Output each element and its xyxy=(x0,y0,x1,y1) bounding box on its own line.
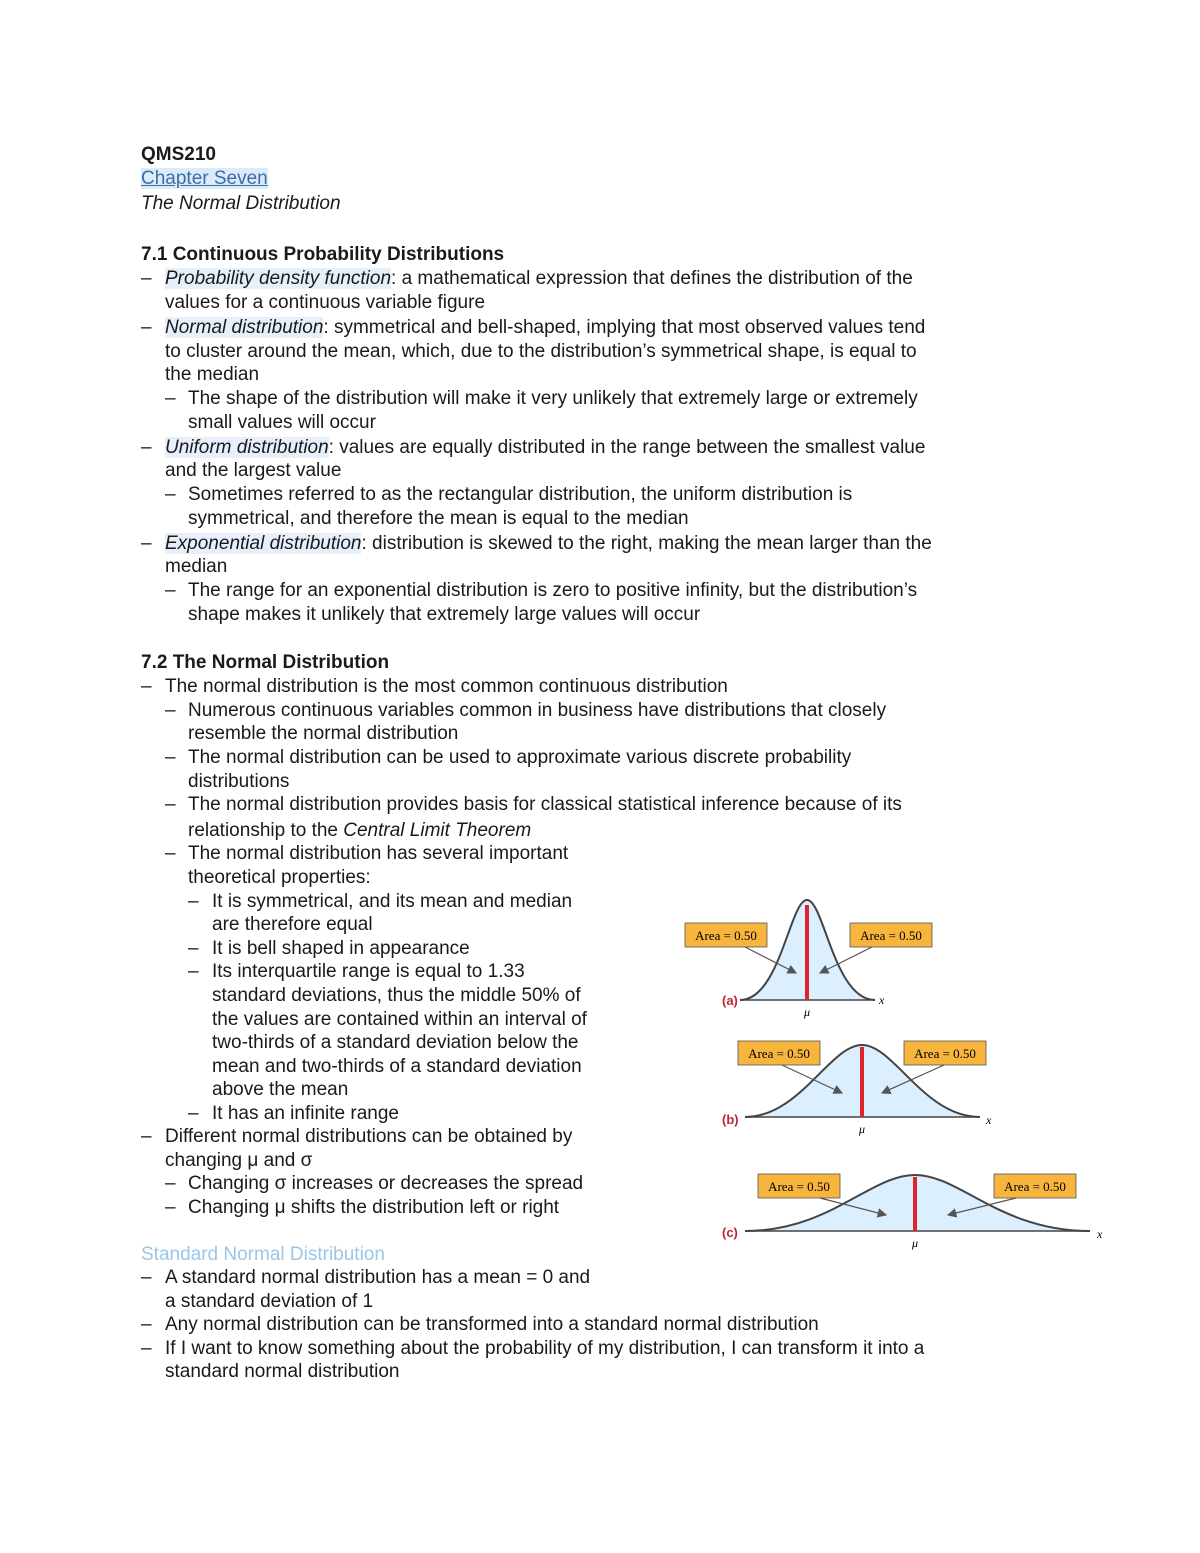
sub-item-continuation: distributions xyxy=(188,771,290,792)
list-item-uniform xyxy=(165,436,925,460)
area-label: Area = 0.50 xyxy=(860,928,922,943)
property-continuation: above the mean xyxy=(212,1079,349,1100)
sub-item-continuation: small values will occur xyxy=(188,412,376,433)
chapter-title: The Normal Distribution xyxy=(141,193,341,214)
bullet-dash: – xyxy=(165,747,176,768)
bullet-dash: – xyxy=(188,961,199,982)
sub-item-continuation: symmetrical, and therefore the mean is equal to the median xyxy=(188,508,689,529)
section-heading-7-1: 7.1 Continuous Probability Distributions xyxy=(141,244,505,265)
definition-text: : distribution is skewed to the right, making the mean larger than the xyxy=(361,533,932,554)
mu-label: μ xyxy=(803,1005,811,1019)
property-continuation: two-thirds of a standard deviation below the xyxy=(212,1032,579,1053)
bullet-dash: – xyxy=(165,1197,176,1218)
property-continuation: standard deviations, thus the middle 50% of xyxy=(212,985,581,1006)
subheading-standard-normal: Standard Normal Distribution xyxy=(141,1244,385,1265)
list-item-continuation: median xyxy=(165,556,228,577)
list-item-exponential xyxy=(165,532,932,556)
sub-item: The normal distribution provides basis for classical statistical inference because of its xyxy=(188,794,902,815)
area-label: Area = 0.50 xyxy=(914,1046,976,1061)
bullet-dash: – xyxy=(141,317,152,338)
x-label: x xyxy=(986,1113,992,1127)
bullet-dash: – xyxy=(188,1103,199,1124)
mu-label: μ xyxy=(911,1236,919,1250)
list-item: Any normal distribution can be transformed into a standard normal distribution xyxy=(165,1314,819,1335)
sub-item: Sometimes referred to as the rectangular distribution, the uniform distribution is xyxy=(188,484,853,505)
list-item-continuation: standard normal distribution xyxy=(165,1361,400,1382)
area-label: Area = 0.50 xyxy=(1004,1179,1066,1194)
bullet-dash: – xyxy=(141,676,152,697)
list-item-continuation: and the largest value xyxy=(165,460,342,481)
list-item: If I want to know something about the probability of my distribution, I can transform it into a xyxy=(165,1338,925,1359)
sub-item-continuation xyxy=(188,819,531,843)
list-item-continuation: values for a continuous variable figure xyxy=(165,292,486,313)
area-label: Area = 0.50 xyxy=(695,928,757,943)
term-uniform: Uniform distribution xyxy=(165,437,329,458)
x-label: x xyxy=(879,993,885,1007)
list-item-continuation: to cluster around the mean, which, due to the distribution’s symmetrical shape, is equal to xyxy=(165,341,917,362)
sub-item-continuation: theoretical properties: xyxy=(188,867,371,888)
property-continuation: mean and two-thirds of a standard deviation xyxy=(212,1056,582,1077)
sub-item: The normal distribution can be used to approximate various discrete probability xyxy=(188,747,852,768)
panel-label-b: (b) xyxy=(722,1112,739,1127)
x-label: x xyxy=(1097,1227,1103,1241)
property-item: It has an infinite range xyxy=(212,1103,399,1124)
panel-c xyxy=(722,1174,1103,1250)
term-clt: Central Limit Theorem xyxy=(343,820,532,841)
term-normal: Normal distribution xyxy=(165,317,324,338)
bullet-dash: – xyxy=(141,1338,152,1359)
course-code: QMS210 xyxy=(141,144,216,165)
property-item: It is bell shaped in appearance xyxy=(212,938,470,959)
bullet-dash: – xyxy=(165,580,176,601)
bullet-dash: – xyxy=(165,484,176,505)
list-item: The normal distribution is the most common continuous distribution xyxy=(165,676,728,697)
sub-item: Changing μ shifts the distribution left or right xyxy=(188,1197,560,1218)
property-continuation: the values are contained within an interval of xyxy=(212,1009,587,1030)
list-item-normal xyxy=(165,316,925,340)
sub-item: Changing σ increases or decreases the spread xyxy=(188,1173,584,1194)
area-label: Area = 0.50 xyxy=(768,1179,830,1194)
bullet-dash: – xyxy=(165,388,176,409)
term-pdf: Probability density function xyxy=(165,268,392,289)
bullet-dash: – xyxy=(188,891,199,912)
list-item-pdf xyxy=(165,267,913,291)
sub-item: The range for an exponential distribution is zero to positive infinity, but the distribution’s xyxy=(188,580,918,601)
bullet-dash: – xyxy=(165,1173,176,1194)
list-item-continuation: the median xyxy=(165,364,260,385)
sub-item: The shape of the distribution will make it very unlikely that extremely large or extremely xyxy=(188,388,918,409)
bullet-dash: – xyxy=(188,938,199,959)
bullet-dash: – xyxy=(165,700,176,721)
panel-label-a: (a) xyxy=(722,993,738,1008)
chapter-link-text[interactable]: Chapter Seven xyxy=(141,168,268,189)
chapter-link[interactable] xyxy=(141,167,268,191)
panel-label-c: (c) xyxy=(722,1225,738,1240)
term-exponential: Exponential distribution xyxy=(165,533,362,554)
definition-text: : a mathematical expression that defines the distribution of the xyxy=(391,268,913,289)
bullet-dash: – xyxy=(165,794,176,815)
property-item: Its interquartile range is equal to 1.33 xyxy=(212,961,525,982)
bullet-dash: – xyxy=(141,268,152,289)
definition-text: : symmetrical and bell-shaped, implying that most observed values tend xyxy=(323,317,926,338)
sub-item: The normal distribution has several important xyxy=(188,843,569,864)
bullet-dash: – xyxy=(141,1314,152,1335)
panel-b xyxy=(722,1041,992,1136)
list-item-continuation: a standard deviation of 1 xyxy=(165,1291,374,1312)
sub-item-continuation: shape makes it unlikely that extremely large values will occur xyxy=(188,604,701,625)
sub-item: Numerous continuous variables common in business have distributions that closely xyxy=(188,700,887,721)
mu-label: μ xyxy=(858,1122,866,1136)
section-heading-7-2: 7.2 The Normal Distribution xyxy=(141,652,390,673)
bullet-dash: – xyxy=(141,533,152,554)
bullet-dash: – xyxy=(141,1126,152,1147)
normal-distribution-figure xyxy=(680,895,1120,1255)
sub-item-continuation: resemble the normal distribution xyxy=(188,723,459,744)
panel-a xyxy=(685,900,932,1019)
list-item: Different normal distributions can be obtained by xyxy=(165,1126,573,1147)
definition-text: : values are equally distributed in the range between the smallest value xyxy=(328,437,926,458)
bullet-dash: – xyxy=(141,1267,152,1288)
property-continuation: are therefore equal xyxy=(212,914,373,935)
list-item: A standard normal distribution has a mean = 0 and xyxy=(165,1267,591,1288)
area-label: Area = 0.50 xyxy=(748,1046,810,1061)
bullet-dash: – xyxy=(141,437,152,458)
text-run: relationship to the xyxy=(188,820,344,841)
bullet-dash: – xyxy=(165,843,176,864)
list-item-continuation: changing μ and σ xyxy=(165,1150,313,1171)
property-item: It is symmetrical, and its mean and median xyxy=(212,891,573,912)
